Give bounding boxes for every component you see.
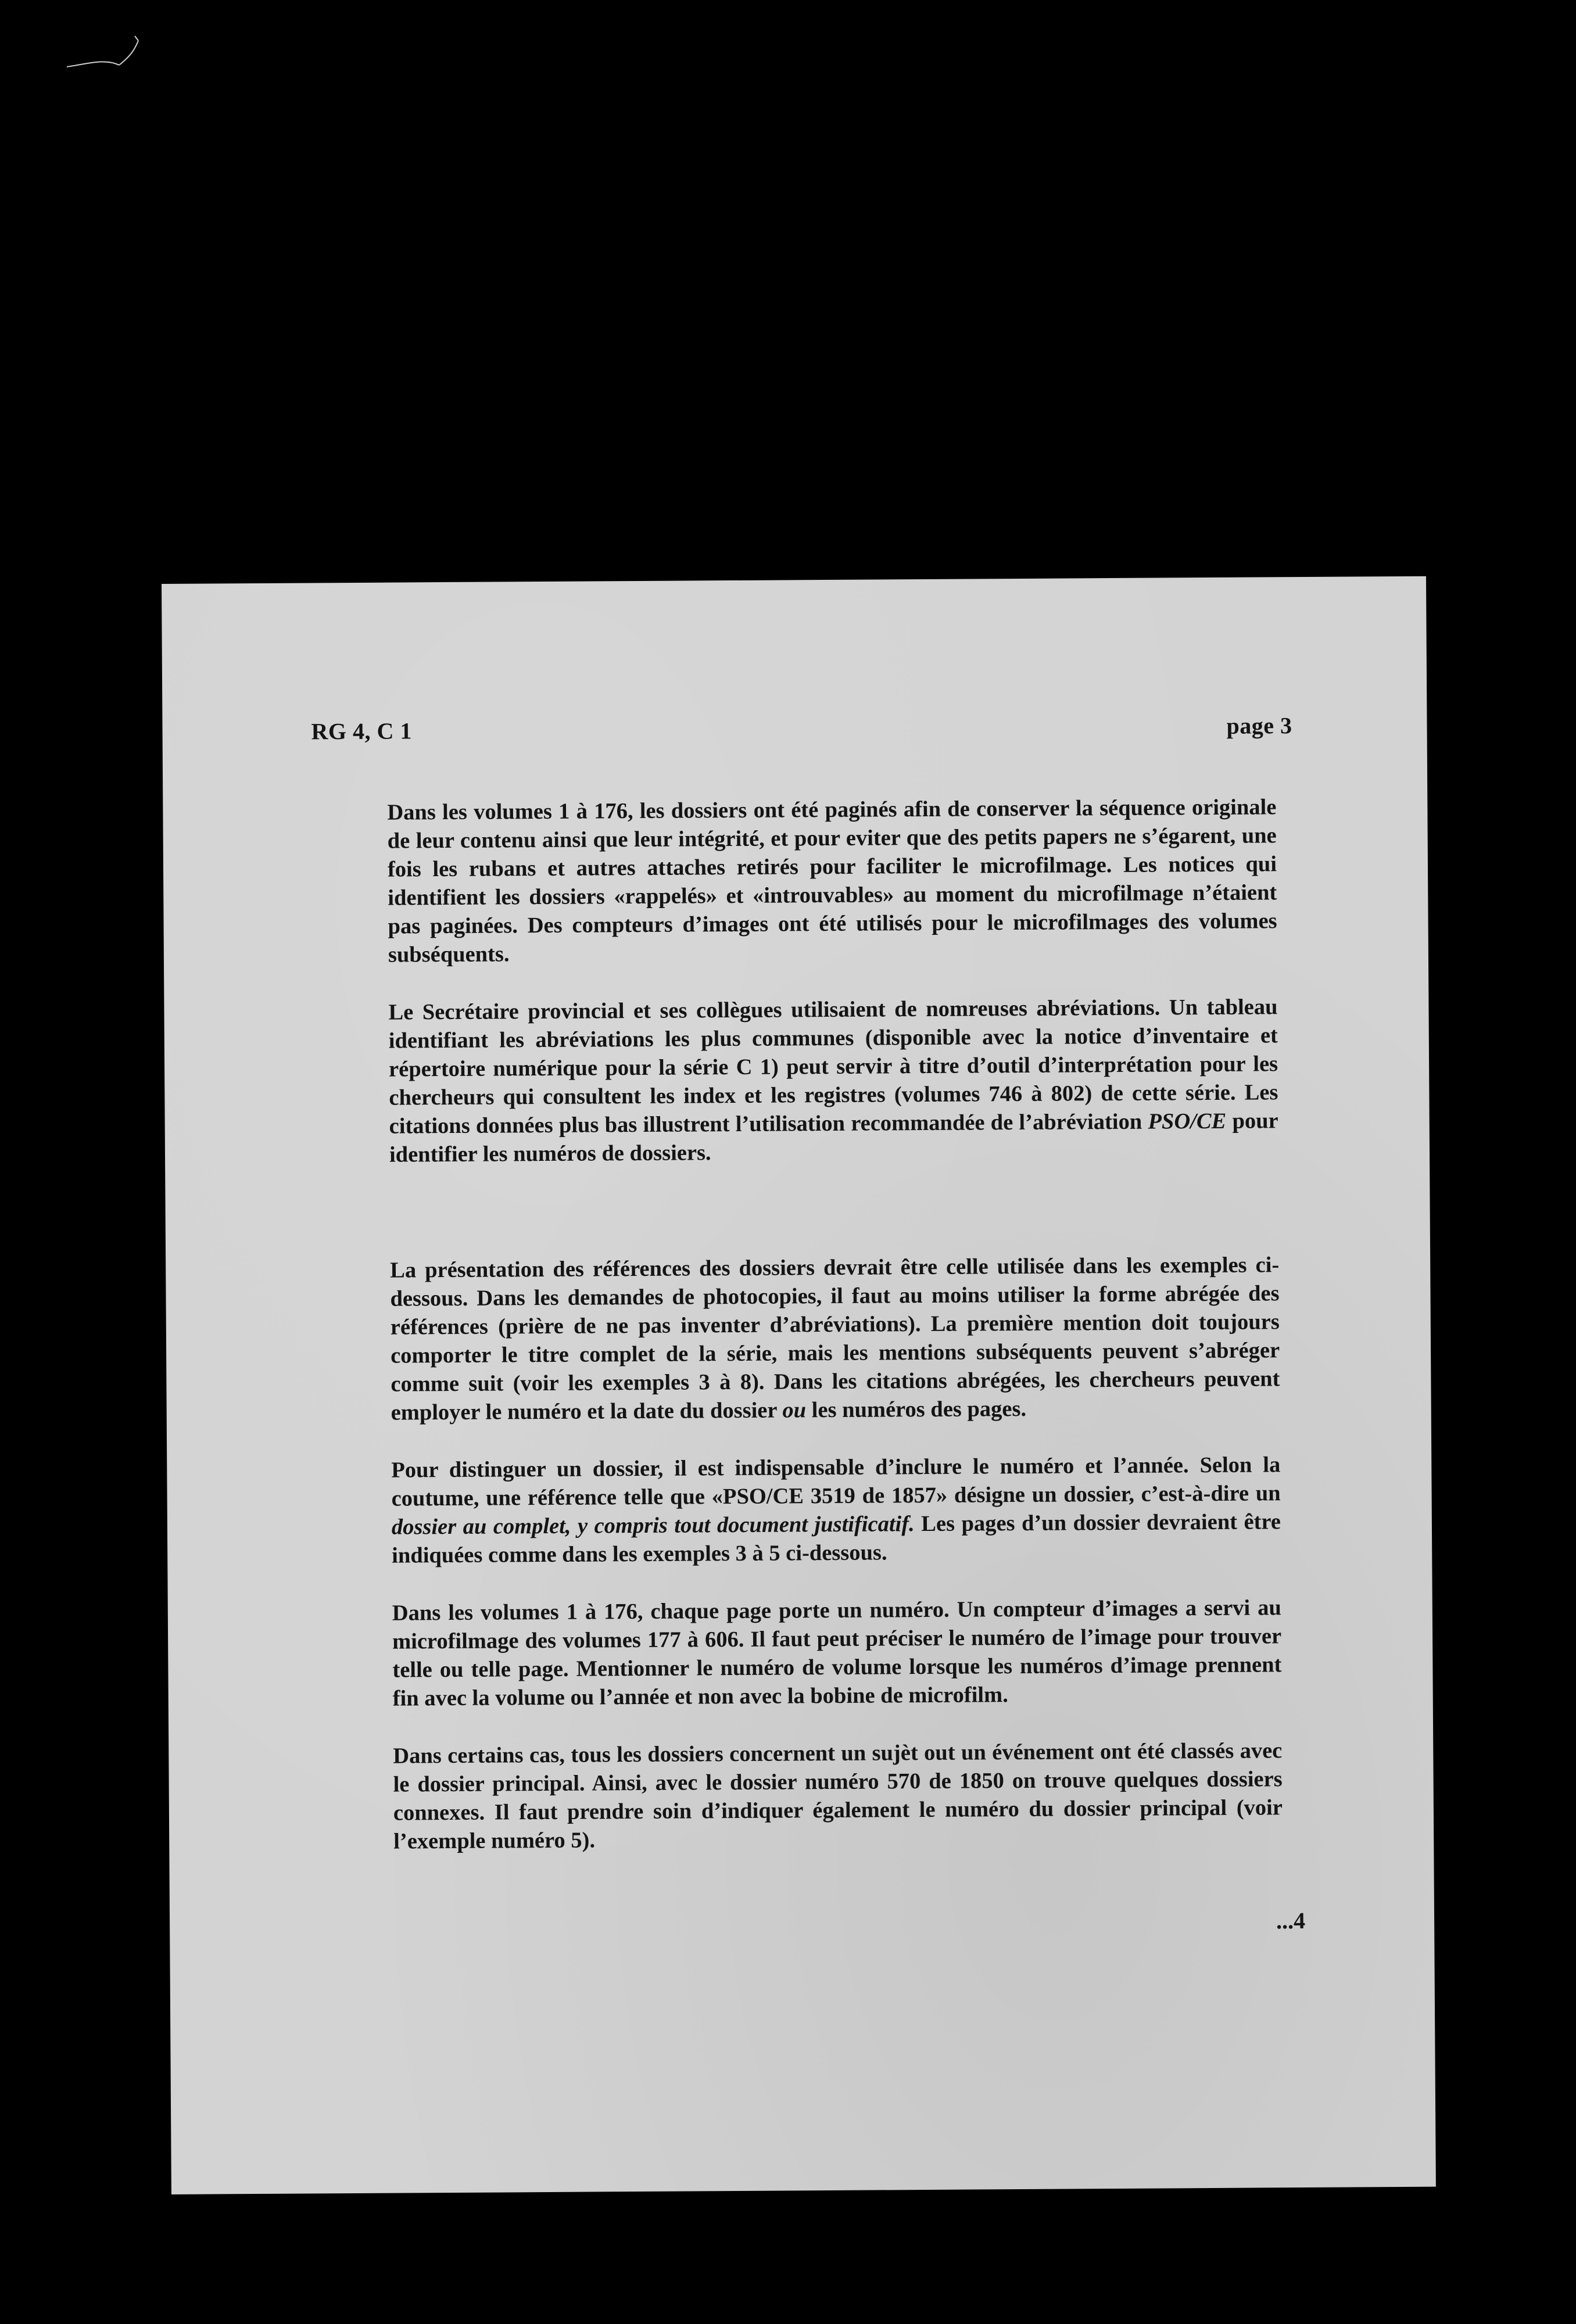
document-page (162, 576, 1436, 2194)
paragraph-references (390, 1251, 1280, 1427)
abbreviation-emphasis: PSO/CE (1148, 1109, 1227, 1134)
page-header (311, 712, 1292, 745)
paragraph-distinguish-file (391, 1451, 1281, 1570)
paragraph-text: Dans les volumes 1 à 176, les dossiers ont été paginés afin de conserver la séquence originale de leur contenu ainsi que leur intégrité, et pour eviter que des petits papers ne s’égarent, une fois les rubans et autres attaches retirés pour faciliter le microfilmage. Les notices qui identifient les dossiers «rappelés» et «introuvables» au moment du microfilmage n’étaient pas paginées. Des compteurs d’images ont été utilisés pour le microfilmages des volumes subséquents. (387, 795, 1277, 967)
paragraph-text: Dans les volumes 1 à 176, chaque page porte un numéro. Un compteur d’images a servi au microfilmage des volumes 177 à 606. Il faut peut préciser le numéro de l’image pour trouver telle ou telle page. Mentionner le numéro de volume lorsque les numéros d’image prennent fin avec la volume ou l’année et non avec la bobine de microfilm. (392, 1595, 1282, 1711)
page-number: page 3 (1226, 712, 1292, 739)
paragraph-text: les numéros des pages. (805, 1396, 1027, 1423)
record-group-reference: RG 4, C 1 (311, 718, 413, 745)
paragraph-text: Pour distinguer un dossier, il est indispensable d’inclure le numéro et l’année. Selon la coutume, une référence telle que «PSO/CE 3519 de 1857» désigne un dossier, c’est-à-dire un (391, 1452, 1281, 1511)
paragraph-text: La présentation des références des dossiers devrait être celle utilisée dans les exemples ci-dessous. Dans les demandes de photocopies, il faut au moins utiliser la forme abrégée des références (prière de ne pas inventer d’abréviations). La première mention doit toujours comporter le titre complet de la série, mais les mentions subséquents peuvent s’abréger comme suit (voir les exemples 3 à 8). Dans les citations abrégées, les chercheurs peuvent employer le numéro et la date du dossier (390, 1253, 1280, 1425)
continuation-marker: ...4 (1276, 1907, 1306, 1934)
paragraph-pagination (387, 793, 1277, 969)
paragraph-related-files (393, 1737, 1283, 1856)
paragraph-page-numbers (392, 1594, 1282, 1713)
conjunction-emphasis: ou (782, 1398, 807, 1423)
document-body (387, 793, 1283, 1885)
paragraph-text: Dans certains cas, tous les dossiers concernent un sujèt out un événement ont été classés avec le dossier principal. Ainsi, avec le dossier numéro 570 de 1850 on trouve quelques dossiers connexes. Il faut prendre soin d’indiquer également le numéro du dossier principal (voir l’exemple numéro 5). (393, 1738, 1283, 1854)
scratch-mark (64, 23, 151, 76)
full-file-emphasis: dossier au complet, y compris tout document justificatif. (391, 1512, 915, 1540)
paragraph-abbreviations (388, 993, 1278, 1169)
paragraph-text: Les pages d’un dossier devraient être indiquées comme dans les exemples 3 à 5 ci-dessous. (392, 1509, 1281, 1568)
paragraph-text: pour identifier les numéros de dossiers. (389, 1109, 1278, 1167)
paragraph-text: Le Secrétaire provincial et ses collègues utilisaient de nomreuses abréviations. Un tableau identifiant les abréviations les plus communes (disponible avec la notice d’inventaire et répertoire numérique pour la série C 1) peut servir à titre d’outil d’interprétation pour les chercheurs qui consultent les index et les registres (volumes 746 à 802) de cette série. Les citations données plus bas illustrent l’utilisation recommandée de l’abréviation (388, 995, 1278, 1139)
